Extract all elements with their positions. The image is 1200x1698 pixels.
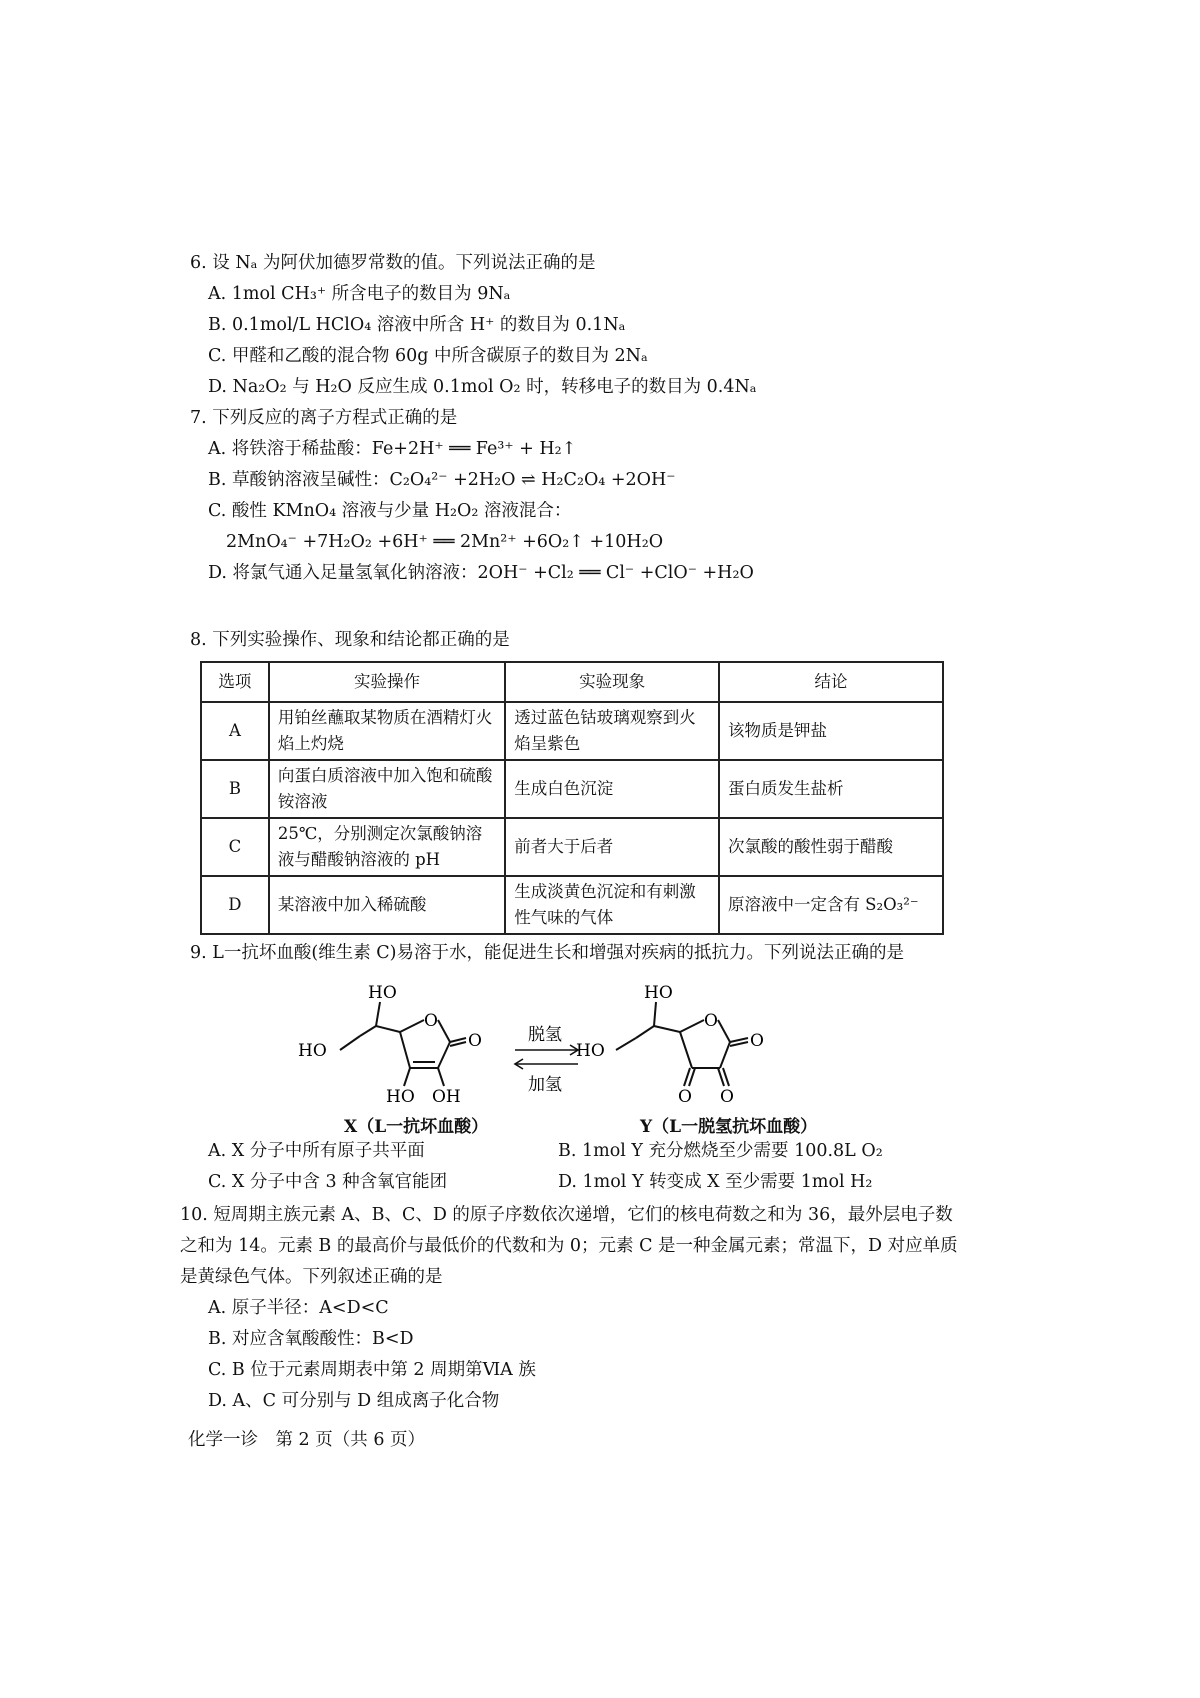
atom-label: O [424,1011,438,1031]
page-footer: 化学一诊 第 2 页（共 6 页） [188,1430,426,1450]
question-7-option-a: A. 将铁溶于稀盐酸：Fe+2H⁺ ══ Fe³⁺ + H₂↑ [208,439,577,459]
table-cell: 前者大于后者 [505,818,719,876]
table-cell: C [201,818,269,876]
atom-label: HO [298,1041,327,1061]
table-cell: 用铂丝蘸取某物质在酒精灯火焰上灼烧 [269,702,505,760]
atom-label: OH [432,1087,461,1107]
molecule-y-caption: Y（L一脱氢抗坏血酸） [640,1117,818,1137]
atom-label: HO [576,1041,605,1061]
question-10-option-c: C. B 位于元素周期表中第 2 周期第ⅥA 族 [208,1360,536,1380]
arrow-label-hydrogenation: 加氢 [528,1075,562,1095]
question-9-option-c: C. X 分子中含 3 种含氧官能团 [208,1172,448,1192]
table-cell: D [201,876,269,934]
question-7-option-d: D. 将氯气通入足量氢氧化钠溶液：2OH⁻ +Cl₂ ══ Cl⁻ +ClO⁻ +H₂O [208,563,754,583]
table-cell: 蛋白质发生盐析 [719,760,943,818]
table-cell: A [201,702,269,760]
atom-label: O [678,1087,692,1107]
question-10-option-a: A. 原子半径：A<D<C [208,1298,389,1318]
question-6-option-d: D. Na₂O₂ 与 H₂O 反应生成 0.1mol O₂ 时，转移电子的数目为 0.4Nₐ [208,377,757,397]
atom-label: O [720,1087,734,1107]
atom-label: HO [644,983,673,1003]
table-row [201,702,943,760]
question-9-option-d: D. 1mol Y 转变成 X 至少需要 1mol H₂ [558,1172,873,1192]
table-cell: 25℃，分别测定次氯酸钠溶液与醋酸钠溶液的 pH [269,818,505,876]
table-header-row [201,662,943,702]
table-cell: 透过蓝色钴玻璃观察到火焰呈紫色 [505,702,719,760]
question-8-stem: 8. 下列实验操作、现象和结论都正确的是 [190,630,510,650]
question-7 [190,403,980,589]
atom-label: O [468,1031,482,1051]
question-10-stem: 10. 短周期主族元素 A、B、C、D 的原子序数依次递增，它们的核电荷数之和为 36，最外层电子数之和为 14。元素 B 的最高价与最低价的代数和为 0；元素 C 是一种金属元素；常温下，D 对应单质是黄绿色气体。下列叙述正确的是 [180,1205,958,1287]
question-6-option-a: A. 1mol CH₃⁺ 所含电子的数目为 9Nₐ [208,284,511,304]
question-6-option-b: B. 0.1mol/L HClO₄ 溶液中所含 H⁺ 的数目为 0.1Nₐ [208,315,626,335]
atom-label: HO [386,1087,415,1107]
atom-label: O [704,1011,718,1031]
question-9-stem: 9. L一抗坏血酸(维生素 C)易溶于水，能促进生长和增强对疾病的抵抗力。下列说法正确的是 [190,943,904,963]
molecule-x-caption: X（L一抗坏血酸） [344,1117,489,1137]
atom-label: HO [368,983,397,1003]
question-7-stem: 7. 下列反应的离子方程式正确的是 [190,408,458,428]
question-8 [190,625,980,656]
table-cell: 该物质是钾盐 [719,702,943,760]
table-header: 实验操作 [269,662,505,702]
question-6 [190,248,980,403]
question-10-option-d: D. A、C 可分别与 D 组成离子化合物 [208,1391,500,1411]
table-cell: 某溶液中加入稀硫酸 [269,876,505,934]
vitamin-c-reaction-diagram [298,968,840,1118]
question-6-stem: 6. 设 Nₐ 为阿伏加德罗常数的值。下列说法正确的是 [190,253,596,273]
table-cell: 生成白色沉淀 [505,760,719,818]
table-cell: 原溶液中一定含有 S₂O₃²⁻ [719,876,943,934]
question-10-option-b: B. 对应含氧酸酸性：B<D [208,1329,414,1349]
table-cell: 次氯酸的酸性弱于醋酸 [719,818,943,876]
table-cell: 生成淡黄色沉淀和有刺激性气味的气体 [505,876,719,934]
question-10 [180,1200,960,1417]
experiment-table [200,661,944,935]
question-7-option-c: C. 酸性 KMnO₄ 溶液与少量 H₂O₂ 溶液混合： [208,501,572,521]
question-7-option-c-equation: 2MnO₄⁻ +7H₂O₂ +6H⁺ ══ 2Mn²⁺ +6O₂↑ +10H₂O [226,532,664,552]
table-header: 结论 [719,662,943,702]
table-header: 实验现象 [505,662,719,702]
question-9-options-row-2 [190,1167,980,1198]
molecule-x-structure [340,1002,466,1086]
question-9-options [190,1136,980,1198]
atom-label: O [750,1031,764,1051]
table-cell: B [201,760,269,818]
equilibrium-arrows [515,1045,578,1069]
table-row [201,818,943,876]
question-6-option-c: C. 甲醛和乙酸的混合物 60g 中所含碳原子的数目为 2Nₐ [208,346,648,366]
question-9-options-row-1 [190,1136,980,1167]
question-7-option-b: B. 草酸钠溶液呈碱性：C₂O₄²⁻ +2H₂O ⇌ H₂C₂O₄ +2OH⁻ [208,470,676,490]
table-row [201,760,943,818]
molecule-y-structure [616,1002,748,1086]
arrow-label-dehydrogenation: 脱氢 [528,1025,562,1045]
table-header: 选项 [201,662,269,702]
question-9 [190,938,980,969]
question-9-option-b: B. 1mol Y 充分燃烧至少需要 100.8L O₂ [558,1141,883,1161]
table-row [201,876,943,934]
question-9-option-a: A. X 分子中所有原子共平面 [208,1141,425,1161]
table-cell: 向蛋白质溶液中加入饱和硫酸铵溶液 [269,760,505,818]
